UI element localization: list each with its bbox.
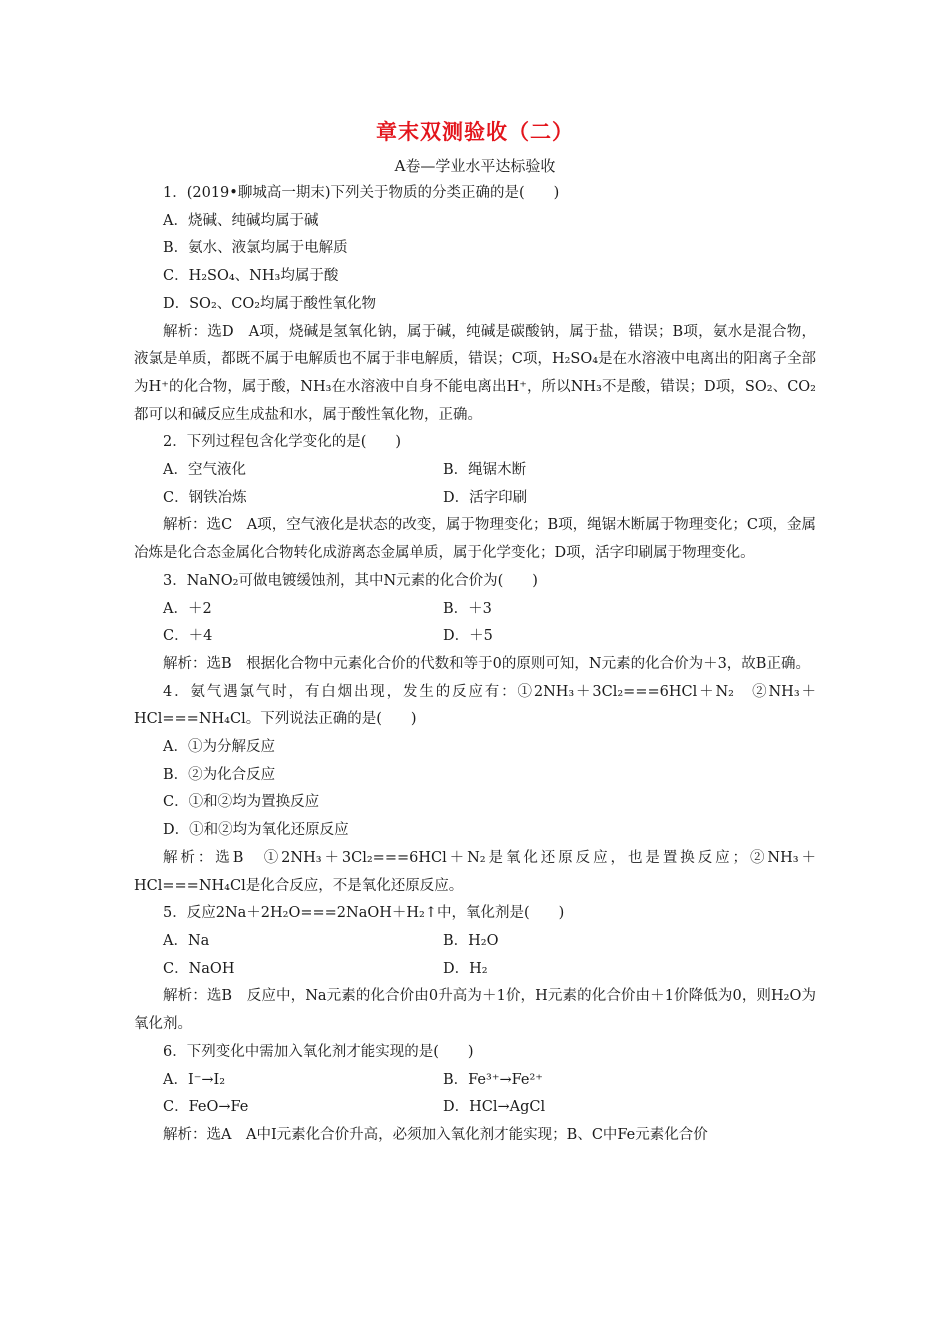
- question-option: B．Fe³⁺→Fe²⁺: [443, 1071, 543, 1088]
- question-option: C．钢铁冶炼: [163, 489, 247, 506]
- question-option: D．①和②均为氧化还原反应: [163, 822, 349, 839]
- question-analysis: 解析：选B ①2NH₃＋3Cl₂===6HCl＋N₂是氧化还原反应，也是置换反应；②NH₃＋HCl===NH₄Cl是化合反应，不是氧化还原反应。: [134, 849, 816, 894]
- question-option: A．I⁻→I₂: [163, 1071, 226, 1088]
- question-stem: 1．(2019•聊城高一期末)下列关于物质的分类正确的是( ): [163, 185, 560, 201]
- option-row: [134, 1094, 816, 1122]
- question-option: D．＋5: [443, 628, 493, 645]
- question-option: C．NaOH: [163, 960, 235, 977]
- question-option: C．H₂SO₄、NH₃均属于酸: [163, 268, 339, 285]
- option-row: [134, 928, 816, 956]
- question-option: A．①为分解反应: [163, 739, 275, 756]
- option-row: [134, 596, 816, 624]
- question-analysis: 解析：选B 反应中，Na元素的化合价由0升高为＋1价，H元素的化合价由＋1价降低为0，则H₂O为氧化剂。: [134, 988, 816, 1033]
- question-option: A．＋2: [163, 600, 212, 617]
- question-option: D．活字印刷: [443, 489, 528, 506]
- question-option: D．HCl→AgCl: [443, 1099, 546, 1116]
- question-option: D．SO₂、CO₂均属于酸性氧化物: [163, 295, 377, 312]
- question-analysis: 解析：选B 根据化合物中元素化合价的代数和等于0的原则可知，N元素的化合价为＋3，故B正确。: [163, 655, 810, 672]
- question-option: B．H₂O: [443, 932, 499, 949]
- question-option: A．Na: [163, 932, 210, 949]
- question-option: B．绳锯木断: [443, 462, 527, 479]
- question-analysis: 解析：选D A项，烧碱是氢氧化钠，属于碱，纯碱是碳酸钠，属于盐，错误；B项，氨水是混合物，液氯是单质，都既不属于电解质也不属于非电解质，错误；C项，H₂SO₄是在水溶液中电离出的阳离子全部为H⁺的化合物，属于酸，NH₃在水溶液中自身不能电离出H⁺，所以NH₃不是酸，错误；D项，SO₂、CO₂都可以和碱反应生成盐和水，属于酸性氧化物，正确。: [134, 323, 816, 423]
- option-row: [134, 485, 816, 513]
- question-stem: 4．氨气遇氯气时，有白烟出现，发生的反应有：①2NH₃＋3Cl₂===6HCl＋N₂ ②NH₃＋HCl===NH₄Cl。下列说法正确的是( ): [134, 683, 816, 728]
- question-option: A．烧碱、纯碱均属于碱: [163, 212, 319, 229]
- question-option: B．＋3: [443, 600, 492, 617]
- section-subtitle: A卷—学业水平达标验收: [394, 157, 556, 175]
- question-analysis: 解析：选C A项，空气液化是状态的改变，属于物理变化；B项，绳锯木断属于物理变化；C项，金属冶炼是化合态金属化合物转化成游离态金属单质，属于化学变化；D项，活字印刷属于物理变化。: [134, 517, 816, 562]
- page-title: 章末双测验收（二）: [376, 120, 574, 144]
- questions-body: [134, 180, 816, 1150]
- option-row: [134, 1067, 816, 1095]
- option-row: [134, 956, 816, 984]
- question-option: C．＋4: [163, 628, 213, 645]
- question-stem: 2．下列过程包含化学变化的是( ): [163, 434, 402, 451]
- question-option: D．H₂: [443, 960, 488, 977]
- option-row: [134, 623, 816, 651]
- question-stem: 6．下列变化中需加入氧化剂才能实现的是( ): [163, 1043, 474, 1060]
- option-row: [134, 457, 816, 485]
- question-option: C．①和②均为置换反应: [163, 794, 320, 811]
- question-analysis: 解析：选A A中I元素化合价升高，必须加入氧化剂才能实现；B、C中Fe元素化合价: [163, 1126, 708, 1143]
- question-option: B．氨水、液氯均属于电解质: [163, 240, 348, 257]
- question-stem: 5．反应2Na＋2H₂O===2NaOH＋H₂↑中，氧化剂是( ): [163, 905, 565, 922]
- question-option: A．空气液化: [163, 462, 246, 479]
- question-option: B．②为化合反应: [163, 766, 276, 783]
- question-option: C．FeO→Fe: [163, 1099, 249, 1116]
- question-stem: 3．NaNO₂可做电镀缓蚀剂，其中N元素的化合价为( ): [163, 572, 538, 589]
